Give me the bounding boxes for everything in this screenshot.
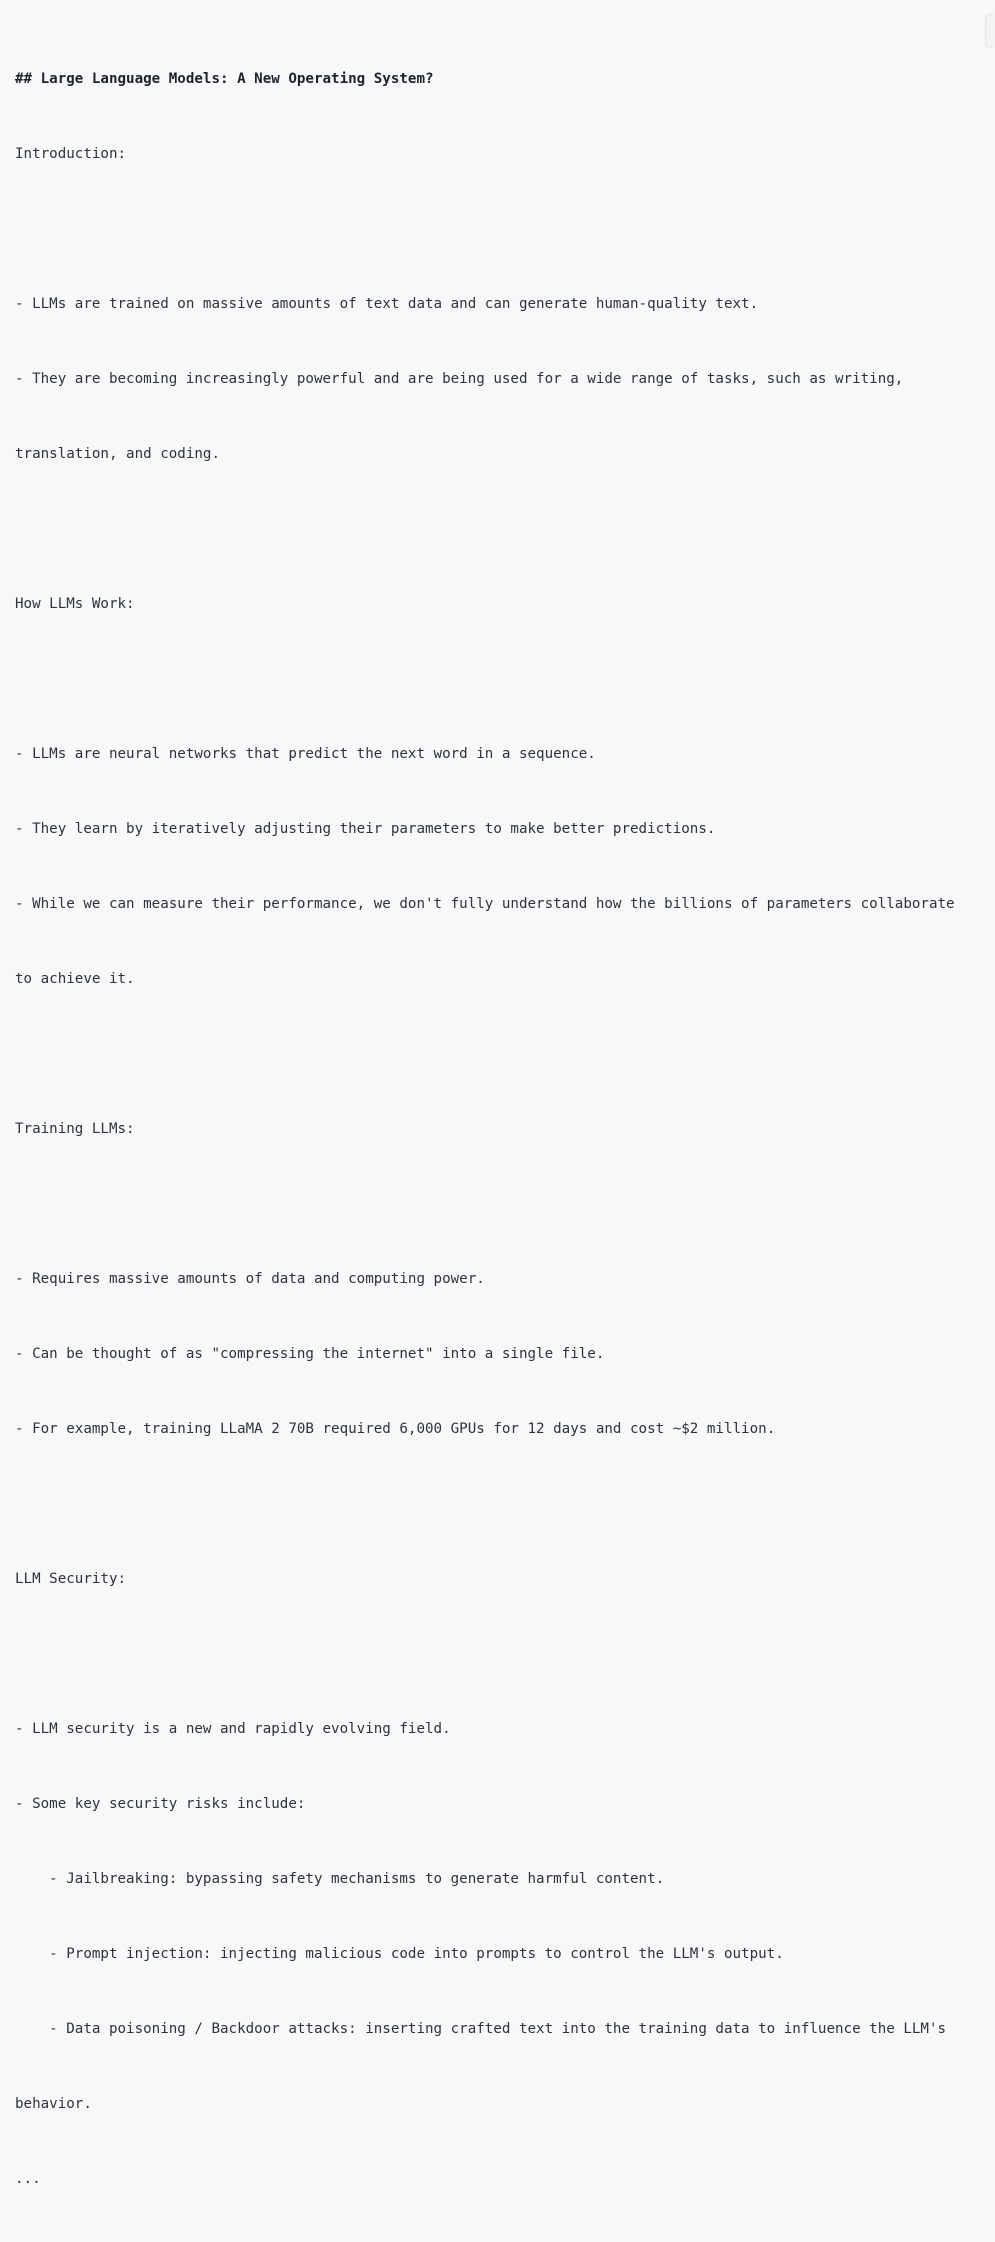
sub-list-item: - Prompt injection: injecting malicious code into prompts to control the LLM's output.	[15, 1946, 784, 1962]
blank-line	[15, 667, 995, 692]
sub-list-item: - Data poisoning / Backdoor attacks: inserting crafted text into the training data to influence the LLM's	[15, 2021, 947, 2037]
list-item: - For example, training LLaMA 2 70B required 6,000 GPUs for 12 days and cost ~$2 million.	[15, 1421, 776, 1437]
list-item-continuation: translation, and coding.	[15, 446, 220, 462]
blank-line	[15, 1042, 995, 1067]
list-item: - While we can measure their performance, we don't fully understand how the billions of parameters collaborate	[15, 896, 955, 912]
list-item-continuation: behavior.	[15, 2096, 92, 2112]
list-item: - Can be thought of as "compressing the internet" into a single file.	[15, 1346, 605, 1362]
list-item: - They are becoming increasingly powerful and are being used for a wide range of tasks, such as writing,	[15, 371, 904, 387]
blank-line	[15, 517, 995, 542]
list-item: - LLMs are neural networks that predict the next word in a sequence.	[15, 746, 596, 762]
section-heading-introduction: Introduction:	[15, 146, 127, 162]
section-heading-how-llms-work: How LLMs Work:	[15, 596, 135, 612]
document-text	[15, 17, 995, 2242]
list-item: - Requires massive amounts of data and computing power.	[15, 1271, 485, 1287]
section-heading-training: Training LLMs:	[15, 1121, 135, 1137]
sub-list-item: - Jailbreaking: bypassing safety mechanisms to generate harmful content.	[15, 1871, 665, 1887]
blank-line	[15, 1492, 995, 1517]
document-title: ## Large Language Models: A New Operating System?	[15, 71, 434, 87]
list-item: - Some key security risks include:	[15, 1796, 306, 1812]
blank-line	[15, 1642, 995, 1667]
list-item: - They learn by iteratively adjusting their parameters to make better predictions.	[15, 821, 716, 837]
blank-line	[15, 217, 995, 242]
list-item: - LLM security is a new and rapidly evolving field.	[15, 1721, 451, 1737]
list-item-continuation: to achieve it.	[15, 971, 135, 987]
list-item: - LLMs are trained on massive amounts of text data and can generate human-quality text.	[15, 296, 759, 312]
ellipsis: ...	[15, 2171, 41, 2187]
blank-line	[15, 1192, 995, 1217]
section-heading-security: LLM Security:	[15, 1571, 127, 1587]
